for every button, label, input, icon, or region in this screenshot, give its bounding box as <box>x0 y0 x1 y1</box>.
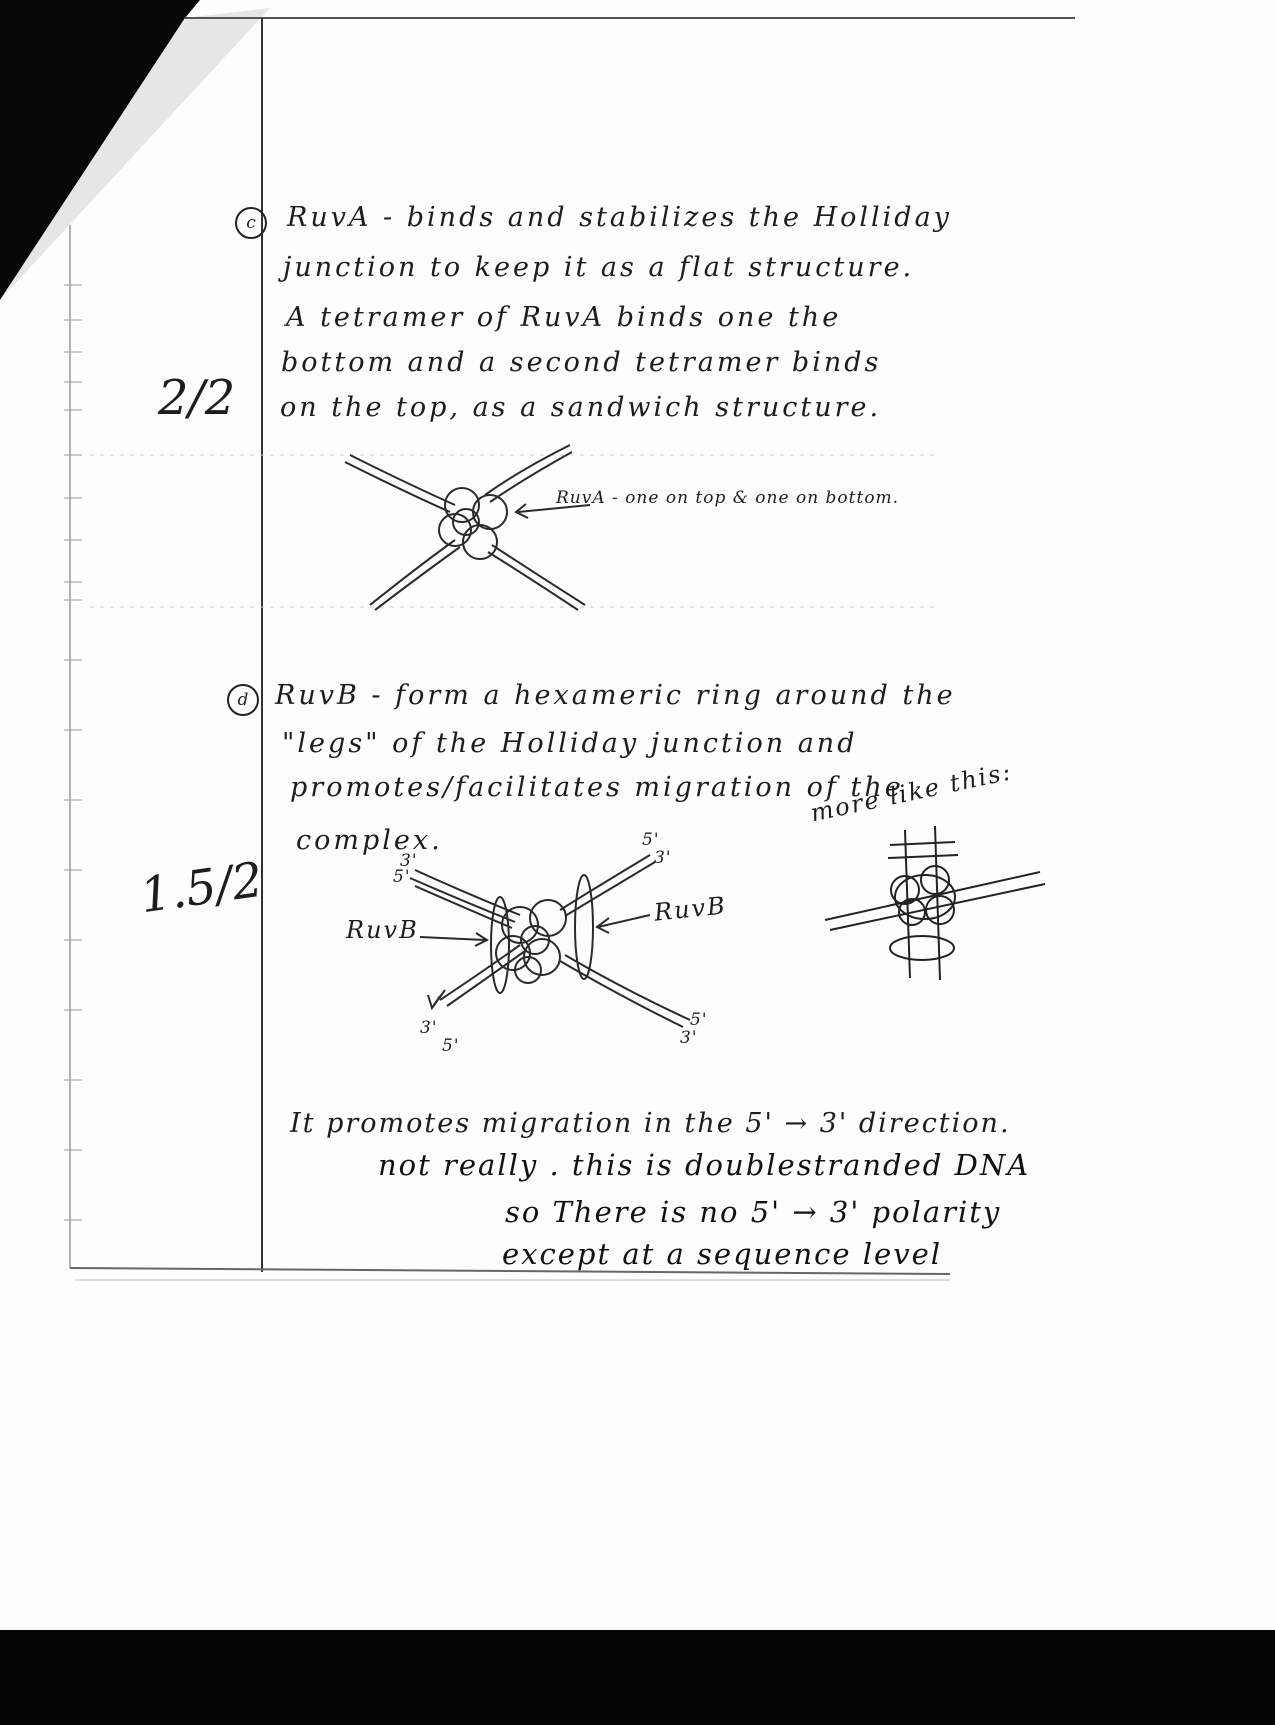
answer-line: It promotes migration in the 5' → 3' direction. <box>290 1108 1011 1139</box>
end-label-4: 3' <box>654 848 672 868</box>
part-d-line-3: promotes/facilitates migration of the <box>290 772 904 803</box>
part-c-marker: c <box>235 207 267 239</box>
part-d-marker: d <box>227 684 259 716</box>
part-c-line-4: bottom and a second tetramer binds <box>281 347 882 378</box>
grader-comment-line-1: not really . this is doublestranded DNA <box>378 1148 1031 1182</box>
end-label-7: 3' <box>420 1018 438 1038</box>
end-label-8: 5' <box>442 1036 460 1056</box>
grader-comment-line-3: except at a sequence level <box>502 1237 943 1271</box>
end-label-1: 3' <box>400 851 418 871</box>
part-d-line-1: RuvB - form a hexameric ring around the <box>275 680 956 711</box>
part-c-line-1: RuvA - binds and stabilizes the Holliday <box>287 202 952 233</box>
part-d-line-2: "legs" of the Holliday junction and <box>282 728 858 759</box>
end-label-6: 3' <box>680 1028 698 1048</box>
part-d-grade: 1.5/2 <box>136 851 267 925</box>
grader-comment-line-2: so There is no 5' → 3' polarity <box>505 1195 1002 1229</box>
end-label-2: 5' <box>393 867 411 887</box>
part-c-line-5: on the top, as a sandwich structure. <box>280 392 882 423</box>
end-label-5: 5' <box>690 1010 708 1030</box>
part-d-line-4: complex. <box>296 825 443 856</box>
ruva-figure-label: RuvA - one on top & one on bottom. <box>556 488 900 508</box>
ruvb-left-label: RuvB <box>346 916 419 944</box>
part-c-line-3: A tetramer of RuvA binds one the <box>286 302 842 333</box>
part-c-grade: 2/2 <box>158 370 236 426</box>
grader-aside: more like this: <box>808 757 1015 828</box>
end-label-3: 5' <box>642 830 660 850</box>
ruvb-right-label: RuvB <box>652 891 728 927</box>
part-c-line-2: junction to keep it as a flat structure. <box>283 252 915 283</box>
